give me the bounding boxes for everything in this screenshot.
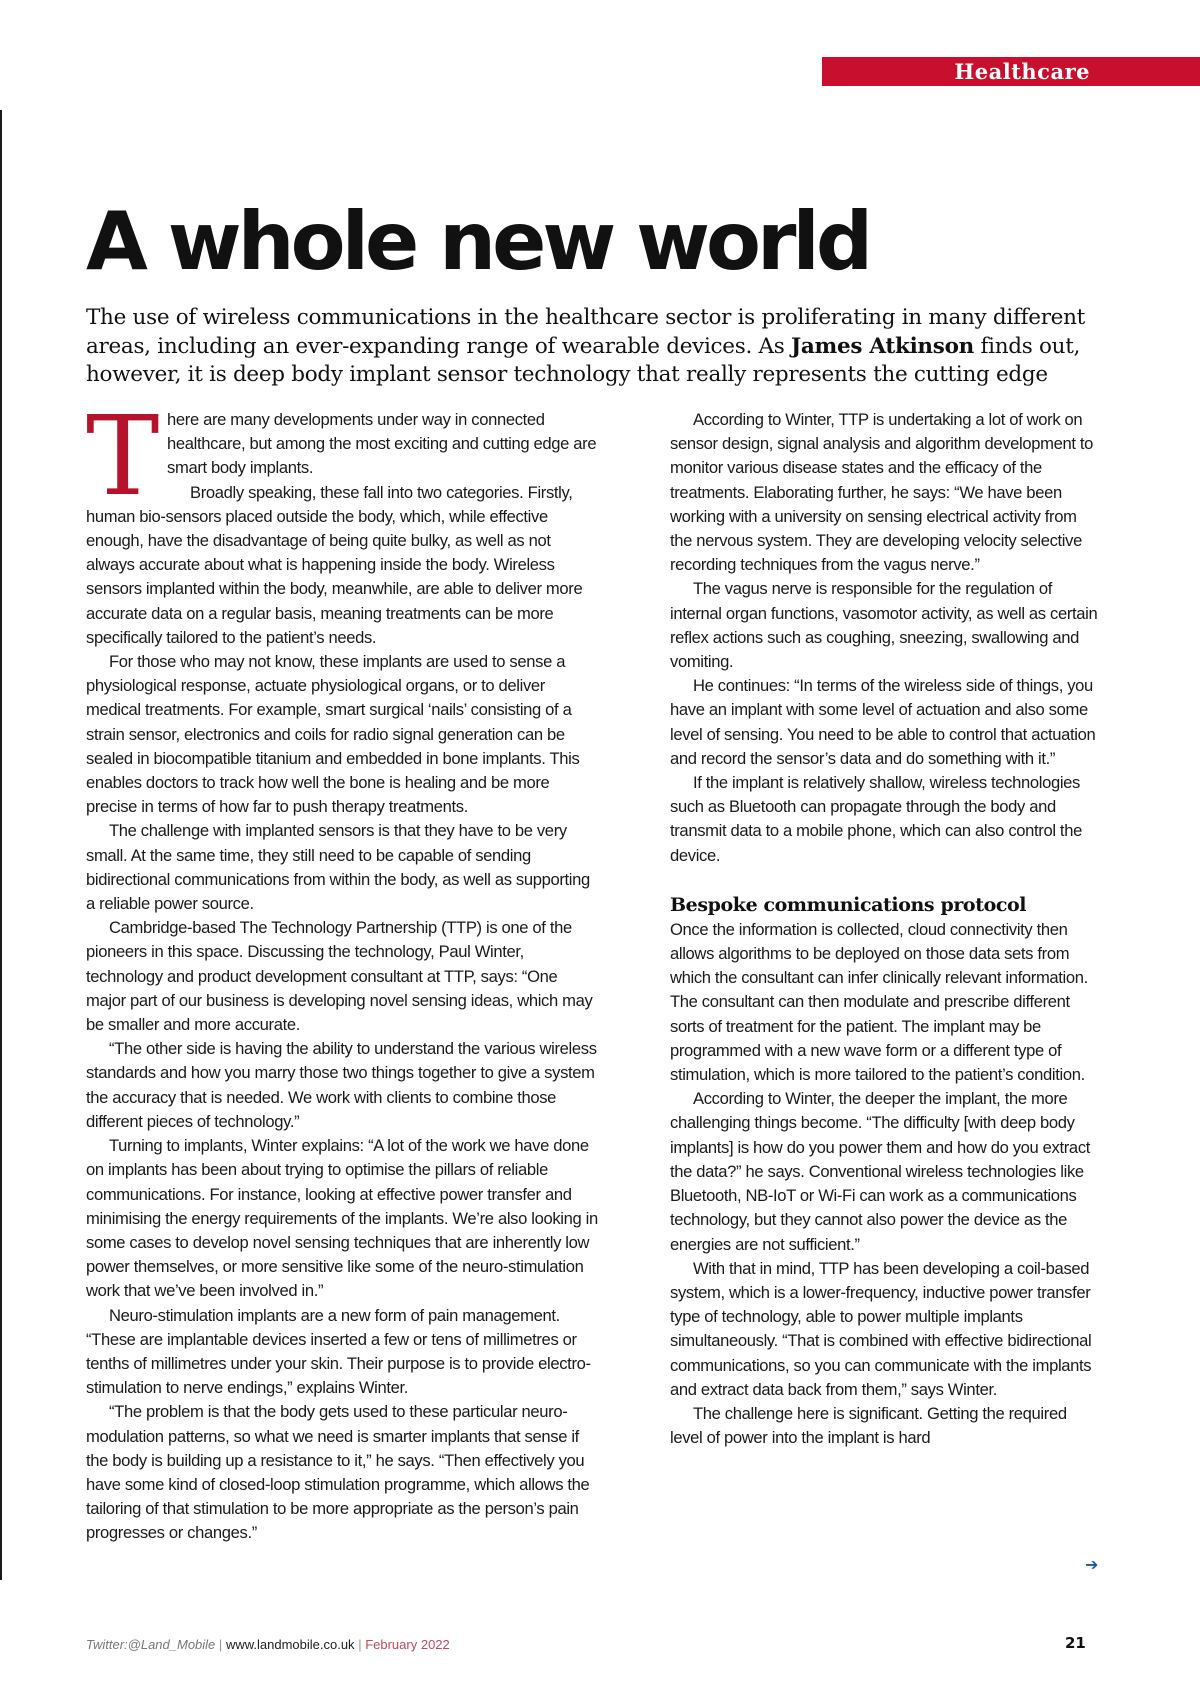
body-paragraph: Once the information is collected, cloud connectivity then allows algorithms to be deployed on those data sets from which the consultant can infer clinically relevant information. The consultant can then modulate and prescribe different sorts of treatment for the patient. The implant may be programmed with a new wave form or a different type of stimulation, which is more tailored to the patient’s condition.: [670, 919, 1088, 1085]
article-title: A whole new world: [86, 195, 870, 288]
body-paragraph: If the implant is relatively shallow, wireless technologies such as Bluetooth can propagate through the body and transmit data to a mobile phone, which can also control the device.: [670, 773, 1082, 865]
body-paragraph: According to Winter, the deeper the implant, the more challenging things become. “The difficulty [with deep body implants] is how do you power them and how do you extract the data?” he says. Conventional wireless technologies like Bluetooth, NB-IoT or Wi-Fi can work as a communications technology, but they cannot also power the device as the energies are not sufficient.”: [670, 1089, 1091, 1254]
drop-cap: T: [86, 392, 160, 520]
left-column: [86, 392, 598, 1546]
body-paragraph: With that in mind, TTP has been developing a coil-based system, which is a lower-frequency, inductive power transfer type of technology, able to power multiple implants simultaneously. “That is combined with effective bidirectional communications, so you can communicate with the implants and extract data back from them,” says Winter.: [670, 1258, 1092, 1399]
right-column: [670, 408, 1098, 1450]
standfirst-text-before: The use of wireless communications in the healthcare sector is proliferating in many different areas, including an ever-expanding range of wearable devices. As: [86, 305, 1085, 359]
section-tag: Healthcare: [822, 57, 1200, 86]
page-footer: [86, 1637, 1086, 1652]
subheading: Bespoke communications protocol: [670, 893, 1027, 916]
body-paragraph: “The problem is that the body gets used to these particular neuro-modulation patterns, so what we need is smarter implants that sense if the body is building up a resistance to it,” he says. “Then effectively you have some kind of closed-loop stimulation programme, which allows the tailoring of that stimulation to be more appropriate as the person’s pain progresses or changes.”: [86, 1402, 590, 1543]
footer-date: February 2022: [365, 1637, 450, 1652]
standfirst-text-after: finds out, however, it is deep body implant sensor technology that really represents the cutting edge: [86, 333, 1081, 387]
standfirst: [86, 304, 1116, 390]
intro-paragraph: [86, 392, 598, 520]
body-paragraph: The challenge here is significant. Getting the required level of power into the implant is hard: [670, 1403, 1067, 1448]
body-paragraph: Turning to implants, Winter explains: “A lot of the work we have done on implants has been about trying to optimise the pillars of reliable communications. For instance, looking at effective power transfer and minimising the energy requirements of the implants. We’re also looking in some cases to develop novel sensing techniques that are inherently low power themselves, or more sensitive like some of the neuro-stimulation work that we’ve been involved in.”: [86, 1136, 598, 1301]
body-paragraph: According to Winter, TTP is undertaking a lot of work on sensor design, signal analysis and algorithm development to monitor various disease states and the efficacy of the treatments. Elaborating further, he says: “We have been working with a university on sensing electrical activity from the nervous system. They are developing velocity selective recording techniques from the vagus nerve.”: [670, 410, 1094, 575]
arrow-right-icon: ➔: [1085, 1555, 1099, 1574]
page-number: 21: [1065, 1634, 1086, 1652]
body-paragraph: The challenge with implanted sensors is that they have to be very small. At the same time, they still need to be capable of sending bidirectional communications from within the body, as well as supporting a reliable power source.: [86, 821, 590, 914]
footer-twitter[interactable]: Twitter:@Land_Mobile: [86, 1637, 216, 1652]
body-paragraph: For those who may not know, these implants are used to sense a physiological response, actuate physiological organs, or to deliver medical treatments. For example, smart surgical ‘nails’ consisting of a strain sensor, electronics and coils for radio signal generation can be sealed in biocompatible titanium and embedded in bone implants. This enables doctors to track how well the bone is healing and be more precise in terms of how far to push therapy treatments.: [86, 652, 580, 817]
margin-rule: [0, 110, 2, 1580]
body-paragraph: “The other side is having the ability to understand the various wireless standards and how you marry those two things together to give a system the accuracy that is needed. We work with clients to combine those different pieces of technology.”: [86, 1039, 597, 1131]
body-paragraph: Neuro-stimulation implants are a new form of pain management. “These are implantable devices inserted a few or tens of millimetres or tenths of millimetres under your skin. Their purpose is to provide electro-stimulation to nerve endings,” explains Winter.: [86, 1305, 591, 1398]
footer-url[interactable]: www.landmobile.co.uk: [225, 1637, 355, 1652]
body-paragraph: Broadly speaking, these fall into two categories. Firstly, human bio-sensors placed outside the body, which, while effective enough, have the disadvantage of being quite bulky, as well as not always accurate about what is happening inside the body. Wireless sensors implanted within the body, meanwhile, are able to deliver more accurate data on a regular basis, meaning treatments can be more specifically tailored to the patient’s needs.: [86, 482, 583, 647]
footer-separator: |: [218, 1637, 223, 1652]
body-paragraph: He continues: “In terms of the wireless side of things, you have an implant with some level of actuation and also some level of sensing. You need to be able to control that actuation and record the sensor’s data and do something with it.”: [670, 676, 1096, 768]
footer-separator: |: [358, 1637, 362, 1652]
intro-text: here are many developments under way in connected healthcare, but among the most exciting and cutting edge are smart body implants.: [167, 410, 597, 478]
body-paragraph: The vagus nerve is responsible for the regulation of internal organ functions, vasomotor activity, as well as certain reflex actions such as coughing, sneezing, swallowing and vomiting.: [670, 579, 1098, 672]
body-paragraph: Cambridge-based The Technology Partnership (TTP) is one of the pioneers in this space. Discussing the technology, Paul Winter, technology and product development consultant at TTP, says: “One major part of our business is developing novel sensing ideas, which may be smaller and more accurate.: [86, 918, 593, 1035]
author-name: James Atkinson: [791, 333, 974, 359]
